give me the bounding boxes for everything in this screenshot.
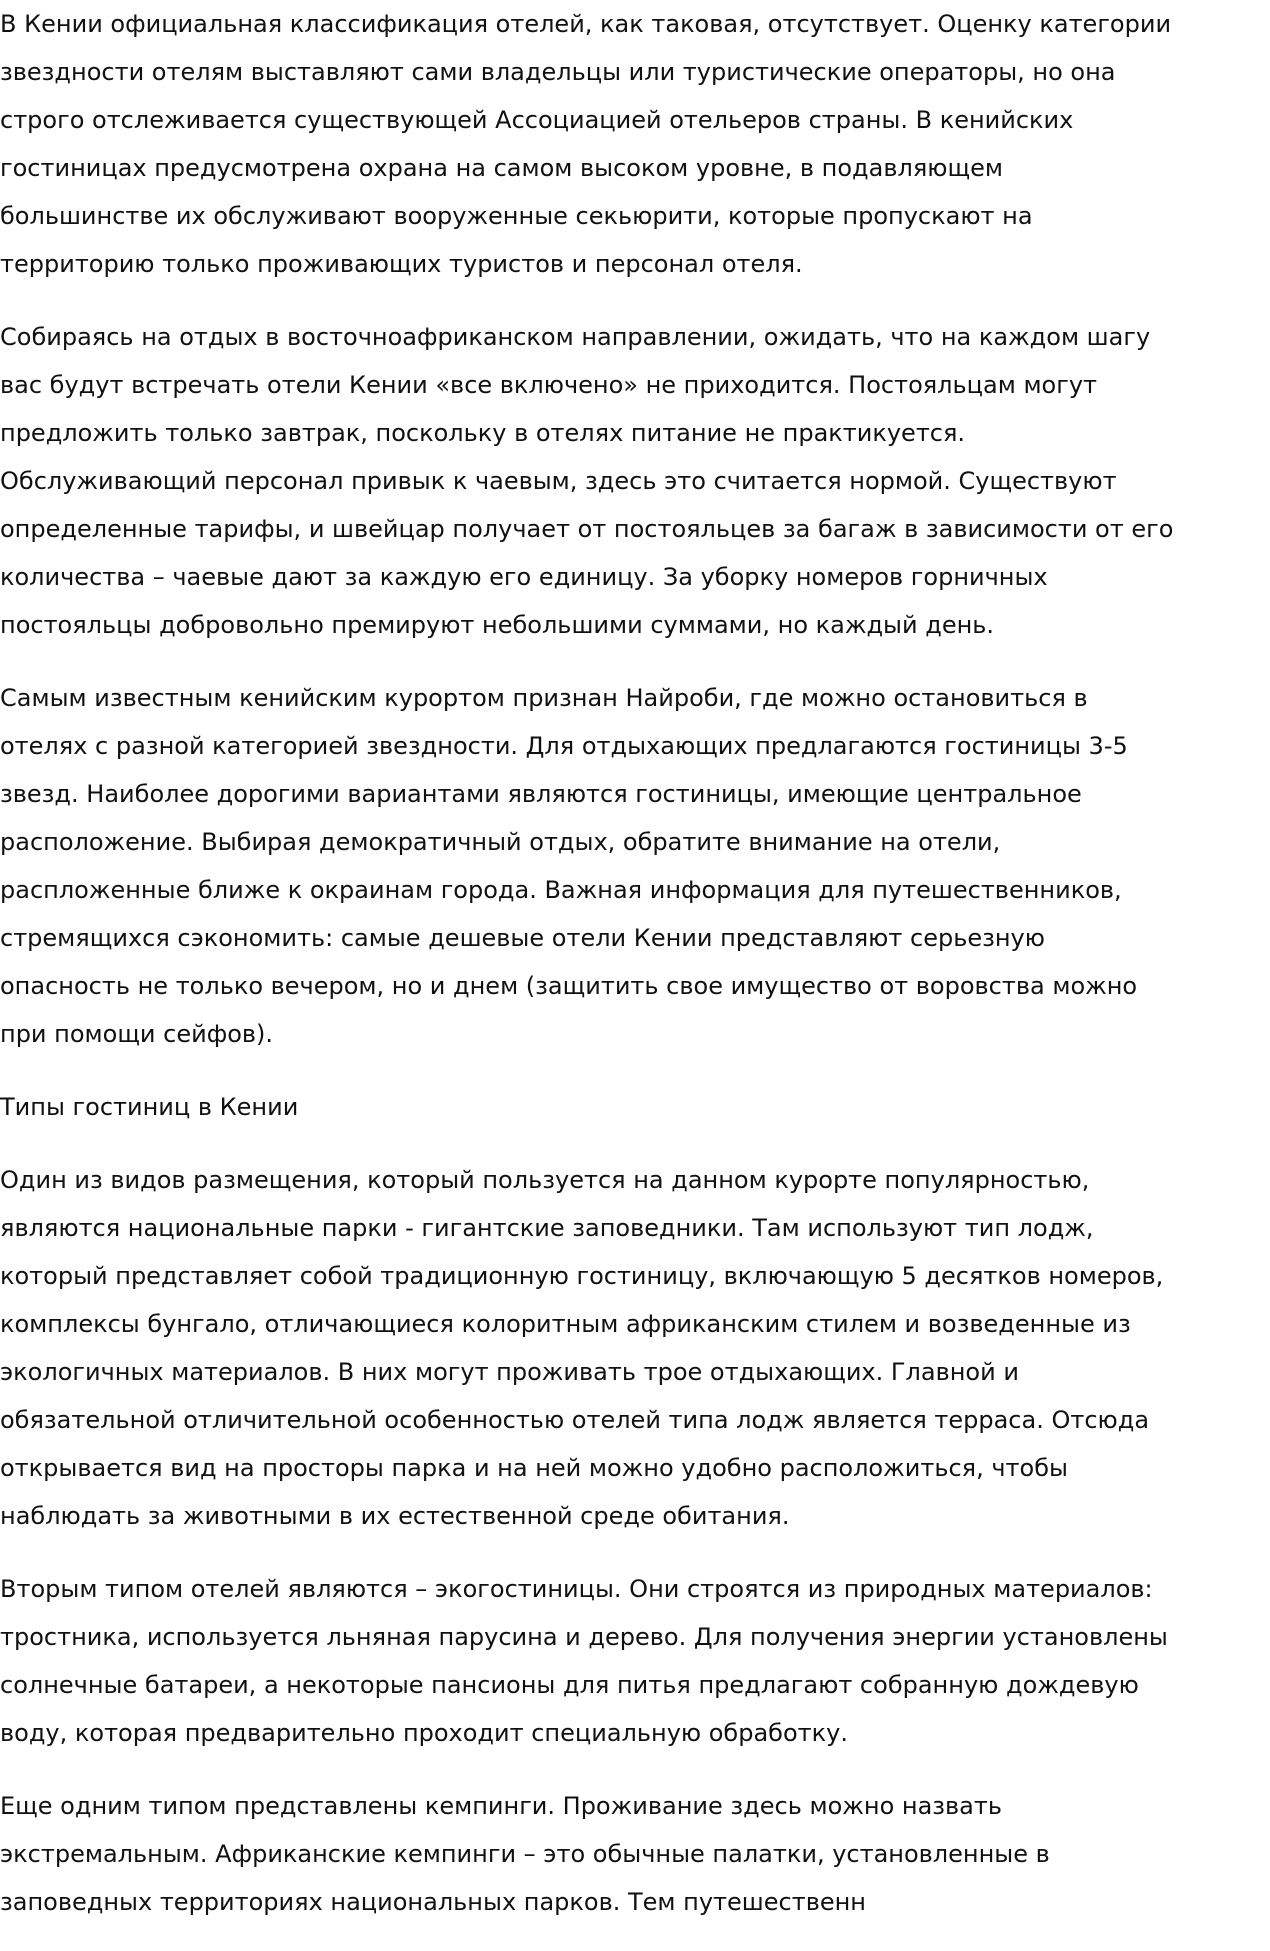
paragraph-campings: Еще одним типом представлены кемпинги. Проживание здесь можно назвать экстремальным. Африканские кемпинги – это обычные палатки, установленные в заповедных территориях национальных парков. Тем путешественн bbox=[0, 1792, 1050, 1916]
paragraph-all-inclusive: Собираясь на отдых в восточноафриканском направлении, ожидать, что на каждом шагу вас будут встречать отели Кении «все включено» не приходится. Постояльцам могут предложить только завтрак, поскольку в отелях питание не практикуется. Обслуживающий персонал привык к чаевым, здесь это считается нормой. Существуют определенные тарифы, и швейцар получает от постояльцев за багаж в зависимости от его количества – чаевые дают за каждую его единицу. За уборку номеров горничных постояльцы добровольно премируют небольшими суммами, но каждый день. bbox=[0, 323, 1174, 639]
paragraph-lodges: Один из видов размещения, который пользуется на данном курорте популярностью, являются национальные парки - гигантские заповедники. Там используют тип лодж, который представляет собой традиционную гостиницу, включающую 5 десятков номеров, комплексы бунгало, отличающиеся колоритным африканским стилем и возведенные из экологичных материалов. В них могут проживать трое отдыхающих. Главной и обязательной отличительной особенностью отелей типа лодж является терраса. Отсюда открывается вид на просторы парка и на ней можно удобно расположиться, чтобы наблюдать за животными в их естественной среде обитания. bbox=[0, 1166, 1164, 1530]
section-heading-hotel-types: Типы гостиниц в Кении bbox=[0, 1093, 299, 1121]
paragraph-classification: В Кении официальная классификация отелей, как таковая, отсутствует. Оценку категории звездности отелям выставляют сами владельцы или туристические операторы, но она строго отслеживается существующей Ассоциацией отельеров страны. В кенийских гостиницах предусмотрена охрана на самом высоком уровне, в подавляющем большинстве их обслуживают вооруженные секьюрити, которые пропускают на территорию только проживающих туристов и персонал отеля. bbox=[0, 10, 1172, 278]
paragraph-eco-hotels: Вторым типом отелей являются – экогостиницы. Они строятся из природных материалов: тростника, используется льняная парусина и дерево. Для получения энергии установлены солнечные батареи, а некоторые пансионы для питья предлагают собранную дождевую воду, которая предварительно проходит специальную обработку. bbox=[0, 1575, 1168, 1747]
paragraph-nairobi: Самым известным кенийским курортом признан Найроби, где можно остановиться в отелях с разной категорией звездности. Для отдыхающих предлагаются гостиницы 3-5 звезд. Наиболее дорогими вариантами являются гостиницы, имеющие центральное расположение. Выбирая демократичный отдых, обратите внимание на отели, распложенные ближе к окраинам города. Важная информация для путешественников, стремящихся сэкономить: самые дешевые отели Кении представляют серьезную опасность не только вечером, но и днем (защитить свое имущество от воровства можно при помощи сейфов). bbox=[0, 684, 1138, 1048]
